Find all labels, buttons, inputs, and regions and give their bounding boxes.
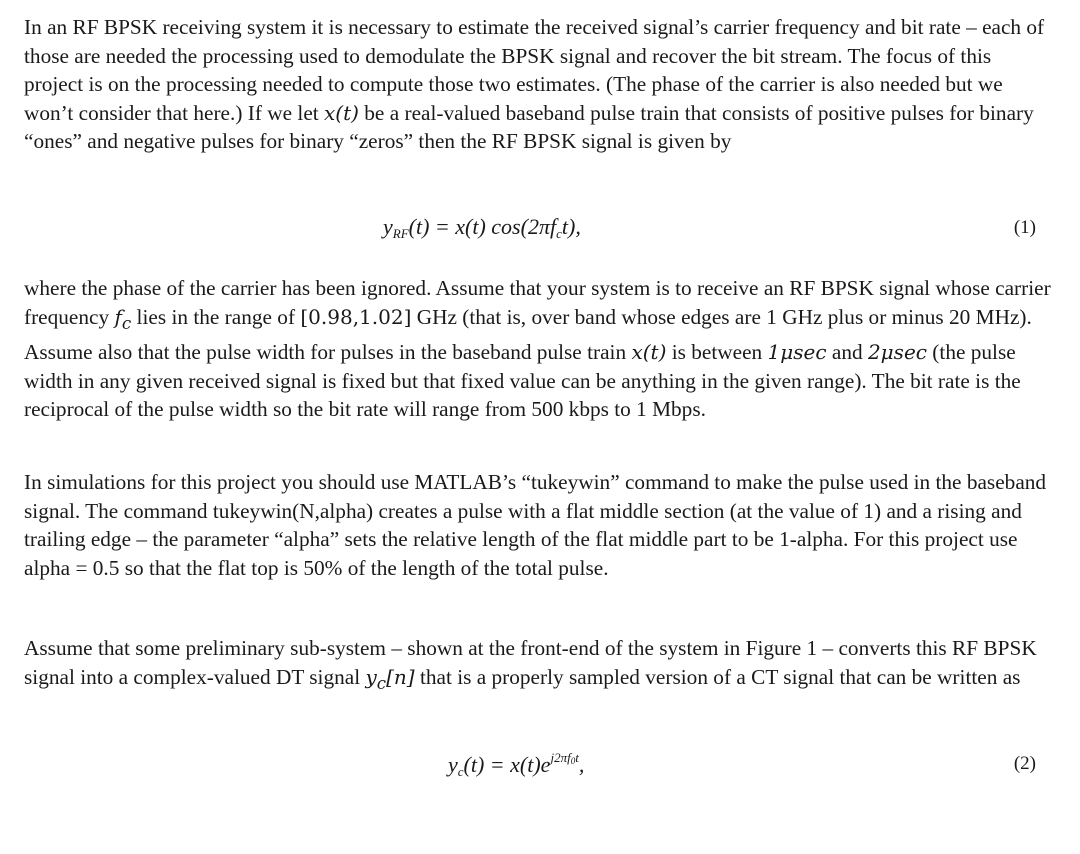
text-run: (the pulse width in any given received signal is fixed but that fixed value can be anything in the given range). The bit rate is the reciprocal of the pulse width so the bit rate will range from 500 kbps to 1 Mbps. <box>24 340 1021 421</box>
paragraph-tukeywin: In simulations for this project you should use MATLAB’s “tukeywin” command to make the pulse used in the baseband signal. The command tukeywin(N,alpha) creates a pulse with a flat middle section (at the value of 1) and a rising and trailing edge – the parameter “alpha” sets the relative length of the flat middle part to be 1-alpha. For this project use alpha = 0.5 so that the flat top is 50% of the length of the total pulse. <box>24 470 1047 580</box>
text-run: be a real-valued baseband pulse train that consists of positive pulses for binary “ones” and negative pulses for binary “zeros” then the RF BPSK signal is given by <box>24 100 1034 153</box>
text-run: lies in the range of <box>131 304 301 329</box>
equation-2: $y_c(t) = x(t)e^{j2\pi f_0t}$, <box>448 750 585 779</box>
math-inline: x(t) <box>631 340 667 364</box>
equation-number-1: (1) <box>1013 217 1036 238</box>
paragraph-subsystem <box>24 634 1054 698</box>
paragraph-intro <box>24 13 1054 156</box>
text-run: Assume that some preliminary sub-system – shown at the front-end of the system in Figure 1 – converts this RF BPSK signal into a complex-valued DT signal <box>24 636 1037 689</box>
math-inline: 2μsec <box>867 340 927 364</box>
math-inline: x(t) <box>324 100 359 125</box>
text-run: where the phase of the carrier has been ignored. Assume that your system is to receive an RF BPSK signal whose carrier frequency <box>24 276 1051 329</box>
math-inline: $y_c[n]$ <box>365 664 415 693</box>
math-inline: $f_c$ <box>114 304 132 333</box>
text-run: is between <box>666 340 768 364</box>
equation-number-2: (2) <box>1013 753 1036 774</box>
text-run: In an RF BPSK receiving system it is necessary to estimate the received signal’s carrier frequency and bit rate – each of those are needed the processing used to demodulate the BPSK signal and recover the bit stream. The focus of this project is on the processing needed to compute those two estimates. (The phase of the carrier is also needed but we won’t consider that here.) If we let <box>24 15 1045 125</box>
math-inline: 1μsec <box>767 340 827 364</box>
math-inline: [0.98,1.02] <box>300 304 412 329</box>
paragraph-assumptions <box>24 274 1054 424</box>
equation-1: $y_{RF}(t) = x(t)$ $\cos(2\pi f_ct)$, <box>383 214 581 241</box>
text-run: and <box>826 340 868 364</box>
text-run: GHz (that is, over band whose edges are 1 GHz plus or minus 20 MHz). Assume also that the pulse width for pulses in the baseband pulse train <box>24 304 1032 364</box>
text-run: that is a properly sampled version of a CT signal that can be written as <box>414 664 1021 689</box>
